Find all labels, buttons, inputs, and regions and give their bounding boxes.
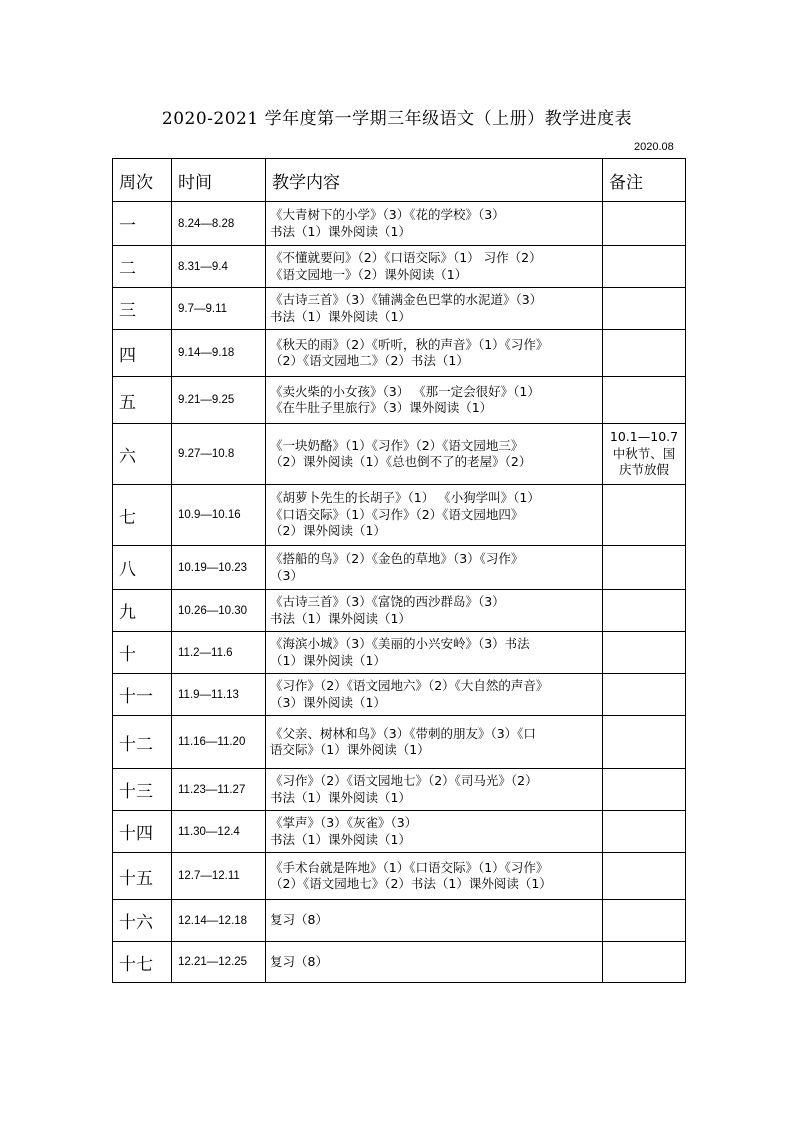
content-cell xyxy=(266,942,603,983)
week-cell: 二 xyxy=(113,246,172,288)
week-cell: 十六 xyxy=(113,900,172,942)
week-cell: 十三 xyxy=(113,769,172,811)
week-cell: 十一 xyxy=(113,674,172,716)
content-line: 《语文园地一》（2）课外阅读（1） xyxy=(270,266,468,282)
header-content: 教学内容 xyxy=(266,159,603,202)
content-cell xyxy=(266,202,603,246)
time-cell: 9.14—9.18 xyxy=(172,330,266,377)
content-cell xyxy=(266,424,603,485)
week-cell: 十二 xyxy=(113,716,172,769)
time-cell: 11.30—12.4 xyxy=(172,811,266,853)
content-line: 《一块奶酪》（1）《习作》（2）《语文园地三》 xyxy=(270,437,524,453)
content-line: 书法（1）课外阅读（1） xyxy=(270,610,411,626)
time-cell: 10.26—10.30 xyxy=(172,590,266,632)
content-line: （3） xyxy=(270,567,303,583)
week-cell: 十五 xyxy=(113,853,172,900)
content-line: 《父亲、树林和鸟》（3）《带刺的朋友》（3）《口 xyxy=(270,725,536,741)
content-line: 《卖火柴的小女孩》（3） 《那一定会很好》（1） xyxy=(270,383,540,399)
content-cell xyxy=(266,632,603,674)
table-row xyxy=(113,485,686,546)
time-cell: 12.14—12.18 xyxy=(172,900,266,942)
table-row xyxy=(113,288,686,330)
content-line: 书法（1）课外阅读（1） xyxy=(270,308,411,324)
content-line: 复习（8） xyxy=(270,953,328,969)
table-row xyxy=(113,942,686,983)
time-cell: 9.21—9.25 xyxy=(172,377,266,424)
content-line: 《掌声》（3）《灰雀》（3） xyxy=(270,815,418,830)
schedule-body xyxy=(113,202,686,983)
note-cell xyxy=(603,546,686,590)
content-line: 复习（8） xyxy=(270,912,328,928)
week-cell: 九 xyxy=(113,590,172,632)
time-cell: 12.7—12.11 xyxy=(172,853,266,900)
document-date: 2020.08 xyxy=(634,141,674,153)
content-line: 《秋天的雨》（2）《听听，秋的声音》（1）《习作》 xyxy=(270,336,549,352)
note-cell xyxy=(603,942,686,983)
content-cell xyxy=(266,853,603,900)
table-row xyxy=(113,330,686,377)
table-row xyxy=(113,716,686,769)
note-cell xyxy=(603,674,686,716)
table-row xyxy=(113,900,686,942)
table-row xyxy=(113,853,686,900)
note-line: 10.1—10.7 xyxy=(609,429,679,445)
week-cell: 七 xyxy=(113,485,172,546)
note-cell xyxy=(603,288,686,330)
content-line: （2）课外阅读（1）《总也倒不了的老屋》（2） xyxy=(270,454,532,469)
content-line: （2）《语文园地二》（2）书法（1） xyxy=(270,353,469,368)
week-cell: 一 xyxy=(113,202,172,246)
content-line: 《习作》（2）《语文园地六》（2）《大自然的声音》 xyxy=(270,678,549,693)
content-cell xyxy=(266,546,603,590)
content-cell xyxy=(266,246,603,288)
content-line: 《在牛肚子里旅行》（3）课外阅读（1） xyxy=(270,400,493,415)
schedule-table xyxy=(112,158,686,983)
table-row xyxy=(113,811,686,853)
time-cell: 11.2—11.6 xyxy=(172,632,266,674)
content-cell xyxy=(266,811,603,853)
week-cell: 五 xyxy=(113,377,172,424)
note-cell xyxy=(603,853,686,900)
table-row xyxy=(113,202,686,246)
header-time: 时间 xyxy=(172,159,266,202)
content-cell xyxy=(266,485,603,546)
note-cell xyxy=(603,246,686,288)
content-line: 《手术台就是阵地》（1）《口语交际》（1）《习作》 xyxy=(270,859,549,875)
content-line: 书法（1）课外阅读（1） xyxy=(270,789,411,805)
time-cell: 8.24—8.28 xyxy=(172,202,266,246)
note-line: 庆节放假 xyxy=(618,462,669,478)
week-cell: 三 xyxy=(113,288,172,330)
week-cell: 十四 xyxy=(113,811,172,853)
note-cell xyxy=(603,330,686,377)
note-line: 中秋节、国 xyxy=(612,445,676,461)
note-cell xyxy=(603,424,686,485)
table-row xyxy=(113,632,686,674)
content-line: 《不懂就要问》（2）《口语交际》（1） 习作（2） xyxy=(270,250,542,265)
content-line: 《习作》（2）《语文园地七》（2）《司马光》（2） xyxy=(270,773,538,788)
time-cell: 10.9—10.16 xyxy=(172,485,266,546)
content-cell xyxy=(266,590,603,632)
content-line: （3）课外阅读（1） xyxy=(270,694,386,710)
content-cell xyxy=(266,769,603,811)
time-cell: 9.27—10.8 xyxy=(172,424,266,485)
week-cell: 四 xyxy=(113,330,172,377)
note-cell xyxy=(603,377,686,424)
time-cell: 11.23—11.27 xyxy=(172,769,266,811)
content-line: 《大青树下的小学》（3）《花的学校》（3） xyxy=(270,207,505,222)
time-cell: 10.19—10.23 xyxy=(172,546,266,590)
time-cell: 9.7—9.11 xyxy=(172,288,266,330)
content-line: 《口语交际》（1）《习作》（2）《语文园地四》 xyxy=(270,506,524,522)
content-line: （2）课外阅读（1） xyxy=(270,523,386,539)
content-line: 《搭船的鸟》（2）《金色的草地》（3）《习作》 xyxy=(270,551,524,566)
content-line: （1）课外阅读（1） xyxy=(270,652,386,668)
table-row xyxy=(113,674,686,716)
content-cell xyxy=(266,288,603,330)
header-week: 周次 xyxy=(113,159,172,202)
table-header-row xyxy=(113,159,686,202)
time-cell: 11.9—11.13 xyxy=(172,674,266,716)
content-cell xyxy=(266,716,603,769)
week-cell: 十 xyxy=(113,632,172,674)
table-row xyxy=(113,590,686,632)
content-line: 《海滨小城》（3）《美丽的小兴安岭》（3）书法 xyxy=(270,636,530,651)
note-cell xyxy=(603,632,686,674)
note-cell xyxy=(603,769,686,811)
week-cell: 十七 xyxy=(113,942,172,983)
note-cell xyxy=(603,485,686,546)
content-line: 书法（1）课外阅读（1） xyxy=(270,831,411,847)
note-cell xyxy=(603,716,686,769)
note-cell xyxy=(603,900,686,942)
note-cell xyxy=(603,811,686,853)
table-row xyxy=(113,546,686,590)
time-cell: 8.31—9.4 xyxy=(172,246,266,288)
table-row xyxy=(113,246,686,288)
time-cell: 11.16—11.20 xyxy=(172,716,266,769)
week-cell: 八 xyxy=(113,546,172,590)
content-line: 《古诗三首》（3）《富饶的西沙群岛》（3） xyxy=(270,594,505,609)
content-line: 《胡萝卜先生的长胡子》（1） 《小狗学叫》（1） xyxy=(270,490,540,506)
content-line: 《古诗三首》（3）《铺满金色巴掌的水泥道》（3） xyxy=(270,292,543,307)
week-cell: 六 xyxy=(113,424,172,485)
content-line: 语交际》（1）课外阅读（1） xyxy=(270,742,430,757)
content-cell xyxy=(266,330,603,377)
content-cell xyxy=(266,674,603,716)
header-note: 备注 xyxy=(603,159,686,202)
note-cell xyxy=(603,590,686,632)
table-row xyxy=(113,377,686,424)
document-title: 2020-2021 学年度第一学期三年级语文（上册）教学进度表 xyxy=(161,109,633,129)
table-row xyxy=(113,424,686,485)
note-cell xyxy=(603,202,686,246)
content-cell xyxy=(266,377,603,424)
table-row xyxy=(113,769,686,811)
content-line: 书法（1）课外阅读（1） xyxy=(270,223,411,239)
content-line: （2）《语文园地七》（2）书法（1）课外阅读（1） xyxy=(270,876,552,891)
content-cell xyxy=(266,900,603,942)
time-cell: 12.21—12.25 xyxy=(172,942,266,983)
